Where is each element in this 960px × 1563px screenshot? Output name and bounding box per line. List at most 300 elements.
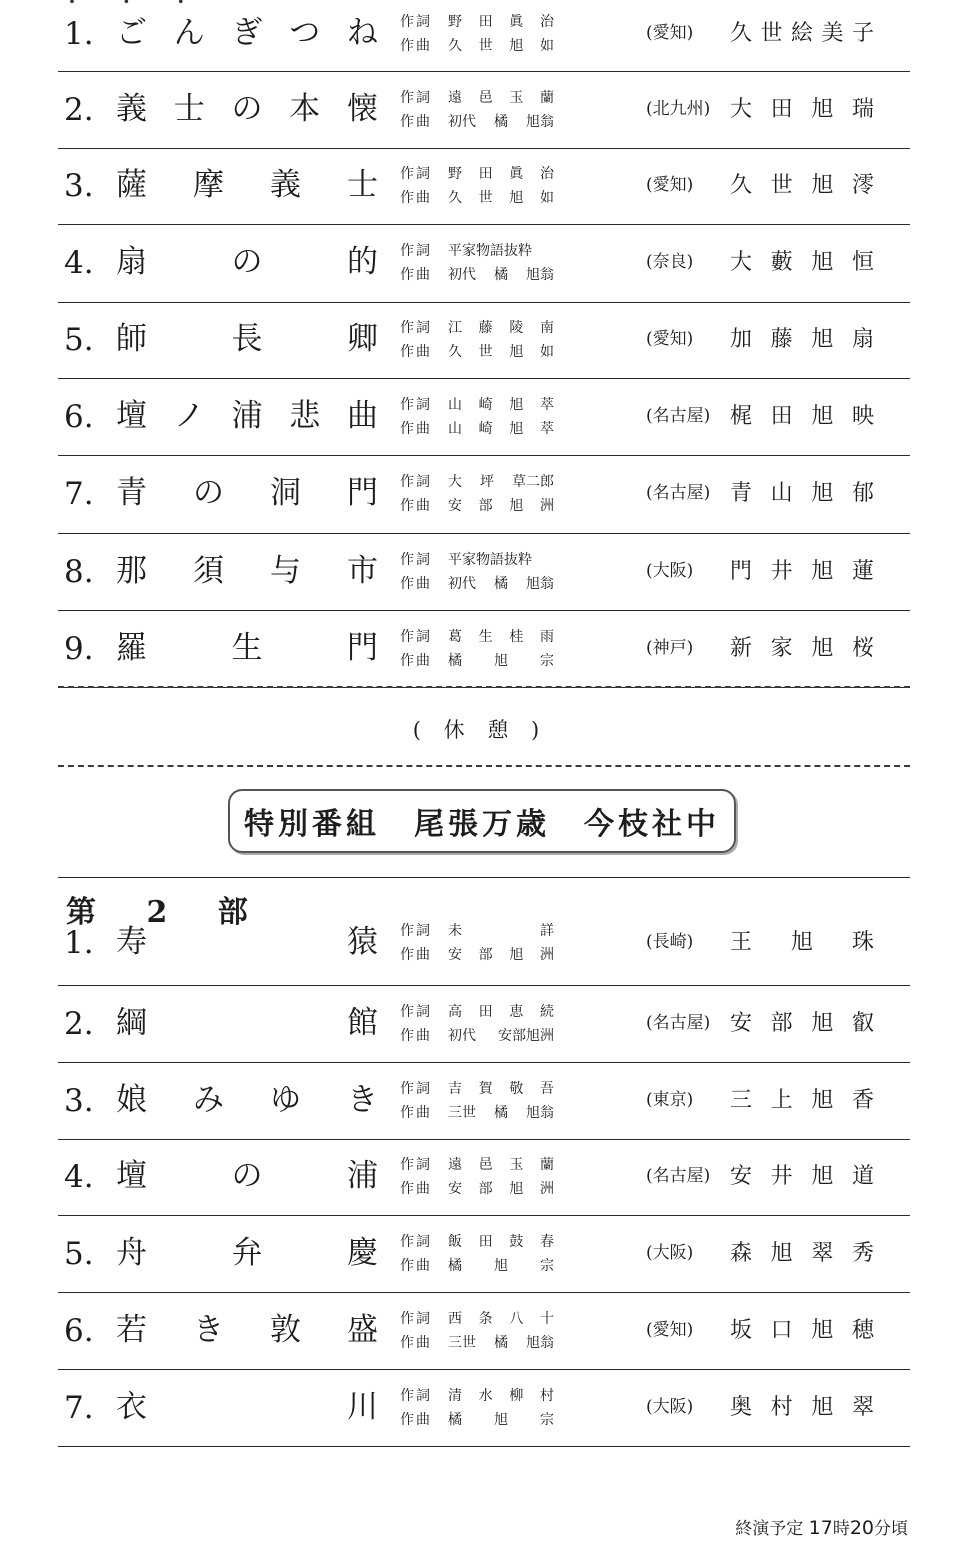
composer-name-part: 旭 [494, 1411, 508, 1428]
lyricist-name-part: 雨 [539, 628, 554, 645]
program-row [58, 1139, 910, 1216]
performer-char: 大 [730, 250, 753, 275]
program-row [58, 1369, 910, 1447]
composer-name-part: 洲 [539, 498, 554, 514]
lyricist-credit [400, 162, 600, 186]
composer-name-part: 旭 [509, 1181, 524, 1197]
lyricist-name-part: 邑 [478, 89, 493, 106]
title-char: ん [173, 14, 205, 51]
composer-role-label: 作曲 [400, 113, 432, 130]
composer-name [448, 110, 554, 134]
performer-char: 新 [730, 635, 753, 661]
dashed-divider-bottom [58, 765, 910, 767]
lyricist-role-label: 作詞 [400, 166, 432, 182]
performer-char: 扇 [851, 327, 874, 352]
composer-name-part: 旭翁 [526, 1334, 554, 1351]
composer-name-part: 旭 [494, 1257, 508, 1274]
performer-char: 穂 [851, 1317, 874, 1343]
performer-char: 旭 [811, 1087, 834, 1113]
lyricist-role-label: 作詞 [400, 89, 432, 106]
composer-name-part: 旭翁 [526, 1104, 554, 1121]
performer-region: (愛知) [646, 175, 694, 195]
composer-name [448, 1254, 554, 1278]
piece-title [116, 1311, 378, 1348]
lyricist-name-part: 敬 [509, 1080, 524, 1097]
performer-char: 美 [821, 20, 844, 46]
composer-name-part: 崎 [478, 420, 493, 437]
lyricist-credit [400, 1000, 600, 1024]
lyricist-name-part: 清 [448, 1387, 462, 1404]
lyricist-role-label: 作詞 [400, 474, 432, 490]
item-number: 6. [64, 1312, 94, 1349]
title-char: ぎ [231, 14, 263, 51]
performer-char: 安 [730, 1164, 753, 1189]
lyricist-name-part: 鼓 [509, 1233, 524, 1250]
lyricist-name-part: 眞 [509, 13, 524, 30]
performer-char: 三 [730, 1087, 753, 1113]
performer-char: 安 [730, 1010, 753, 1036]
title-char: 壇 [116, 397, 147, 434]
credits [400, 1384, 600, 1432]
piece-title [116, 1158, 378, 1194]
performer-char: 奥 [730, 1394, 753, 1420]
composer-name-part: 山 [448, 420, 462, 437]
composer-name-part: 如 [539, 344, 554, 360]
title-char: ね [347, 14, 378, 51]
performer-char: 山 [770, 481, 793, 506]
lyricist-name-part: 吉 [448, 1080, 462, 1097]
performer-char: 旭 [790, 929, 813, 955]
composer-name-part: 如 [539, 37, 554, 54]
composer-role-label: 作曲 [400, 946, 432, 963]
item-number: 5. [64, 322, 94, 358]
composer-name-part: 旭 [509, 420, 524, 437]
composer-name-part: 橘 [494, 267, 508, 283]
end-time-note [735, 1514, 908, 1539]
composer-name-part: 世 [478, 37, 493, 54]
performer-region: (神戸) [646, 637, 694, 658]
credits [400, 1230, 600, 1278]
end-note-hour: 17 [808, 1517, 833, 1539]
part-2-top-rule [58, 877, 910, 878]
performer-name [730, 403, 874, 429]
program-row [58, 148, 910, 225]
piece-title [116, 475, 378, 511]
lyricist-role-label: 作詞 [400, 320, 432, 336]
composer-name-part: 宗 [540, 652, 554, 669]
lyricist-name [448, 1000, 554, 1024]
lyricist-name-part: 十 [539, 1310, 554, 1327]
lyricist-credit [400, 86, 600, 110]
lyricist-name [448, 162, 554, 186]
end-note-hour-unit: 時 [832, 1519, 850, 1539]
credits [400, 1153, 600, 1201]
title-char: 士 [347, 167, 378, 203]
piece-title [116, 321, 378, 357]
performer-char: 田 [770, 96, 793, 122]
lyricist-name-part: 詳 [540, 922, 554, 939]
lyricist-name-part: 田 [478, 1233, 493, 1250]
lyricist-name-part: 恵 [509, 1003, 524, 1020]
title-char: 義 [116, 90, 147, 127]
credits [400, 625, 600, 673]
composer-role-label: 作曲 [400, 652, 432, 669]
title-char: 綱 [116, 1004, 147, 1041]
performer-name [730, 329, 874, 351]
composer-name [448, 34, 554, 58]
composer-name-part: 宗 [540, 1411, 554, 1428]
lyricist-name [448, 86, 554, 110]
title-char: み [193, 1081, 224, 1118]
composer-credit [400, 1101, 600, 1125]
lyricist-name [448, 1077, 554, 1101]
title-char: 薩 [116, 167, 147, 203]
performer-name [730, 1394, 874, 1420]
lyricist-name [448, 239, 554, 263]
performer-region: (愛知) [646, 329, 694, 349]
lyricist-name-part: 玉 [509, 1157, 524, 1173]
lyricist-name-part: 野 [448, 166, 462, 182]
item-number: 7. [64, 1389, 94, 1426]
item-number: 1. [64, 15, 94, 52]
lyricist-name [448, 10, 554, 34]
performer-name [730, 175, 874, 197]
performer-char: 澪 [851, 173, 874, 198]
program-row [58, 1215, 910, 1293]
performer-char: 青 [730, 481, 753, 506]
lyricist-name-part: 生 [478, 628, 493, 645]
title-char: 長 [231, 321, 263, 357]
performer-name [730, 96, 874, 122]
lyricist-role-label: 作詞 [400, 1157, 432, 1173]
title-char: 盛 [347, 1311, 378, 1348]
lyricist-name-part: 高 [448, 1003, 462, 1020]
performer-char: 田 [770, 403, 793, 429]
performer-name [730, 558, 874, 584]
intermission-label: ( 休 憩 ) [412, 718, 548, 742]
lyricist-name-part: 遠 [448, 89, 462, 106]
credits [400, 393, 600, 441]
performer-region: (名古屋) [646, 1166, 711, 1186]
performer-char: 王 [730, 929, 753, 955]
composer-name-part: 洲 [539, 946, 554, 963]
performer-char: 旭 [811, 96, 834, 122]
performer-char: 香 [851, 1087, 874, 1113]
item-number: 4. [64, 245, 94, 281]
title-char: 青 [116, 475, 147, 511]
performer-char: 恒 [851, 250, 874, 275]
lyricist-name-part: 田 [478, 1003, 493, 1020]
composer-name [448, 572, 554, 596]
title-char: 若 [116, 1311, 147, 1348]
performer-char: 井 [770, 558, 793, 584]
performer-name [730, 1087, 874, 1113]
item-number: 2. [64, 91, 94, 128]
performer-region: (名古屋) [646, 405, 711, 426]
lyricist-name [448, 1230, 554, 1254]
performer-char: 梶 [730, 403, 753, 429]
item-number: 8. [64, 553, 94, 590]
composer-name-part: 橘 [494, 1104, 508, 1121]
composer-name-part: 旭翁 [526, 267, 554, 283]
special-program-banner: 特別番組 尾張万歳 今枝社中 [228, 789, 736, 853]
lyricist-name-part: 大 [448, 474, 462, 490]
lyricist-credit [400, 470, 600, 494]
composer-credit [400, 1408, 600, 1432]
composer-name [448, 1024, 554, 1048]
composer-name-part: 部 [478, 498, 493, 514]
lyricist-credit [400, 1153, 600, 1177]
program-row [58, 1062, 910, 1140]
performer-char: 旭 [811, 1010, 834, 1036]
performer-region: (北九州) [646, 98, 711, 119]
title-char: 門 [347, 629, 378, 666]
composer-credit [400, 1024, 600, 1048]
title-char: の [231, 90, 263, 127]
title-char: 館 [347, 1004, 378, 1041]
lyricist-credit [400, 1077, 600, 1101]
lyricist-name-part: 桂 [509, 628, 524, 645]
piece-title [116, 1004, 378, 1041]
composer-name-part: 安部旭洲 [498, 1027, 554, 1044]
item-number: 3. [64, 168, 94, 204]
lyricist-name-part: 遠 [448, 1157, 462, 1173]
composer-credit [400, 649, 600, 673]
lyricist-role-label: 作詞 [400, 1080, 432, 1097]
piece-title [116, 1081, 378, 1118]
end-note-minute-unit: 分頃 [874, 1519, 908, 1539]
credits [400, 548, 600, 596]
credits [400, 1307, 600, 1355]
performer-name [730, 483, 874, 505]
composer-name-part: 安 [448, 946, 462, 963]
composer-name-part: 三世 [448, 1334, 476, 1351]
performer-region: (愛知) [646, 22, 694, 43]
performer-char: 藪 [770, 250, 793, 275]
composer-name-part: 洲 [539, 1181, 554, 1197]
item-number: 1. [64, 924, 94, 961]
lyricist-name-part: 治 [539, 166, 554, 182]
lyricist-name-part: 崎 [478, 396, 493, 413]
lyricist-name-part: 条 [478, 1310, 493, 1327]
composer-name-part: 安 [448, 1181, 462, 1197]
composer-credit [400, 943, 600, 967]
composer-credit [400, 417, 600, 441]
item-number: 7. [64, 476, 94, 512]
composer-name-part: 萃 [539, 420, 554, 437]
program-row [58, 378, 910, 456]
composer-name-part: 如 [539, 190, 554, 206]
lyricist-credit [400, 239, 600, 263]
performer-name [730, 1240, 874, 1266]
program-row [58, 455, 910, 534]
title-char: 懐 [347, 90, 378, 127]
credits [400, 919, 600, 967]
performer-char: 翠 [851, 1394, 874, 1420]
piece-title [116, 397, 378, 434]
title-char: ご [116, 14, 147, 51]
piece-title [116, 14, 378, 51]
performer-char: 旭 [811, 1317, 834, 1343]
composer-name-part: 宗 [540, 1257, 554, 1274]
performer-char: 加 [730, 327, 753, 352]
title-char: 士 [173, 90, 205, 127]
title-char: 猿 [347, 923, 378, 960]
title-char: 的 [347, 244, 378, 280]
lyricist-name-part: 玉 [509, 89, 524, 106]
credits [400, 162, 600, 210]
credits [400, 239, 600, 287]
performer-char: 旭 [811, 635, 834, 661]
part-2-heading: 第 2 部 [66, 895, 268, 930]
composer-role-label: 作曲 [400, 37, 432, 54]
lyricist-name-part: 吾 [539, 1080, 554, 1097]
lyricist-name [448, 316, 554, 340]
performer-char: 井 [770, 1164, 793, 1189]
lyricist-role-label: 作詞 [400, 396, 432, 413]
performer-char: 口 [770, 1317, 793, 1343]
composer-role-label: 作曲 [400, 267, 432, 283]
credits [400, 316, 600, 364]
lyricist-name [448, 625, 554, 649]
lyricist-name-part: 続 [539, 1003, 554, 1020]
performer-name [730, 929, 874, 955]
performer-char: 瑞 [851, 96, 874, 122]
dashed-divider-top [58, 686, 910, 688]
composer-name-part: 世 [478, 190, 493, 206]
lyricist-credit [400, 1384, 600, 1408]
lyricist-name-part: 葛 [448, 628, 462, 645]
composer-name-part: 旭翁 [526, 113, 554, 130]
title-char: 本 [289, 90, 321, 127]
performer-name [730, 635, 874, 661]
item-number: 3. [64, 1082, 94, 1119]
performer-char: 桜 [851, 635, 874, 661]
title-char: 洞 [270, 475, 301, 511]
composer-name [448, 649, 554, 673]
composer-role-label: 作曲 [400, 1411, 432, 1428]
composer-name-part: 橘 [448, 1411, 462, 1428]
performer-region: (名古屋) [646, 483, 711, 503]
lyricist-name-part: 萃 [539, 396, 554, 413]
title-char: 娘 [116, 1081, 147, 1118]
composer-role-label: 作曲 [400, 498, 432, 514]
lyricist-name-part: 野 [448, 13, 462, 30]
composer-name [448, 1408, 554, 1432]
title-char: 壇 [116, 1158, 147, 1194]
piece-title [116, 923, 378, 960]
performer-region: (長崎) [646, 931, 694, 952]
composer-name [448, 417, 554, 441]
composer-credit [400, 1254, 600, 1278]
program-row [58, 224, 910, 303]
performer-name [730, 1317, 874, 1343]
piece-title [116, 552, 378, 589]
lyricist-name-part: 草二郎 [512, 474, 554, 490]
composer-credit [400, 1177, 600, 1201]
performer-name [730, 20, 874, 46]
lyricist-role-label: 作詞 [400, 551, 432, 568]
piece-title [116, 1234, 378, 1271]
program-row [58, 0, 910, 72]
lyricist-name-part: 藤 [478, 320, 493, 336]
composer-name-part: 旭 [509, 344, 524, 360]
item-number: 9. [64, 630, 94, 667]
title-char: 師 [116, 321, 147, 357]
composer-role-label: 作曲 [400, 190, 432, 206]
lyricist-role-label: 作詞 [400, 922, 432, 939]
performer-char: 旭 [811, 173, 834, 198]
lyricist-name-part: 陵 [509, 320, 524, 336]
composer-credit [400, 494, 600, 518]
lyricist-credit [400, 1230, 600, 1254]
performer-char: 映 [851, 403, 874, 429]
item-number: 6. [64, 398, 94, 435]
title-char: 舟 [116, 1234, 147, 1271]
program-row [58, 908, 910, 986]
performer-char: 旭 [811, 558, 834, 584]
performer-char: 旭 [811, 403, 834, 429]
composer-name-part: 久 [448, 344, 462, 360]
end-note-minute: 20 [849, 1517, 874, 1539]
lyricist-name-part: 平家物語抜粋 [448, 243, 532, 259]
lyricist-credit [400, 10, 600, 34]
title-char: ゆ [270, 1081, 301, 1118]
performer-char: 旭 [770, 1240, 793, 1266]
composer-name-part: 橘 [494, 1334, 508, 1351]
title-char: 生 [231, 629, 263, 666]
lyricist-role-label: 作詞 [400, 1310, 432, 1327]
composer-name-part: 旭翁 [526, 575, 554, 592]
lyricist-name [448, 1384, 554, 1408]
performer-char: 叡 [851, 1010, 874, 1036]
performer-region: (大阪) [646, 560, 694, 581]
lyricist-role-label: 作詞 [400, 1003, 432, 1020]
performer-char: 旭 [811, 481, 834, 506]
title-char: 扇 [116, 244, 147, 280]
lyricist-name-part: 治 [539, 13, 554, 30]
composer-name [448, 943, 554, 967]
item-number: 2. [64, 1005, 94, 1042]
title-char: 摩 [193, 167, 224, 203]
composer-role-label: 作曲 [400, 1257, 432, 1274]
lyricist-name-part: 南 [539, 320, 554, 336]
composer-name-part: 初代 [448, 267, 476, 283]
lyricist-name-part: 旭 [509, 396, 524, 413]
performer-region: (名古屋) [646, 1012, 711, 1033]
composer-name-part: 旭 [509, 498, 524, 514]
lyricist-name-part: 邑 [478, 1157, 493, 1173]
composer-name [448, 340, 554, 364]
composer-name-part: 三世 [448, 1104, 476, 1121]
composer-credit [400, 263, 600, 287]
composer-role-label: 作曲 [400, 1181, 432, 1197]
performer-region: (大阪) [646, 1242, 694, 1263]
performer-char: 絵 [790, 20, 813, 46]
composer-name [448, 494, 554, 518]
composer-credit [400, 110, 600, 134]
program-row [58, 985, 910, 1063]
performer-char: 世 [770, 173, 793, 198]
composer-name-part: 安 [448, 498, 462, 514]
credits [400, 1077, 600, 1125]
lyricist-name-part: 蘭 [539, 89, 554, 106]
composer-role-label: 作曲 [400, 1334, 432, 1351]
composer-name-part: 旭 [509, 946, 524, 963]
title-char: の [231, 1158, 263, 1194]
title-char: 市 [347, 552, 378, 589]
performer-char: 郁 [851, 481, 874, 506]
